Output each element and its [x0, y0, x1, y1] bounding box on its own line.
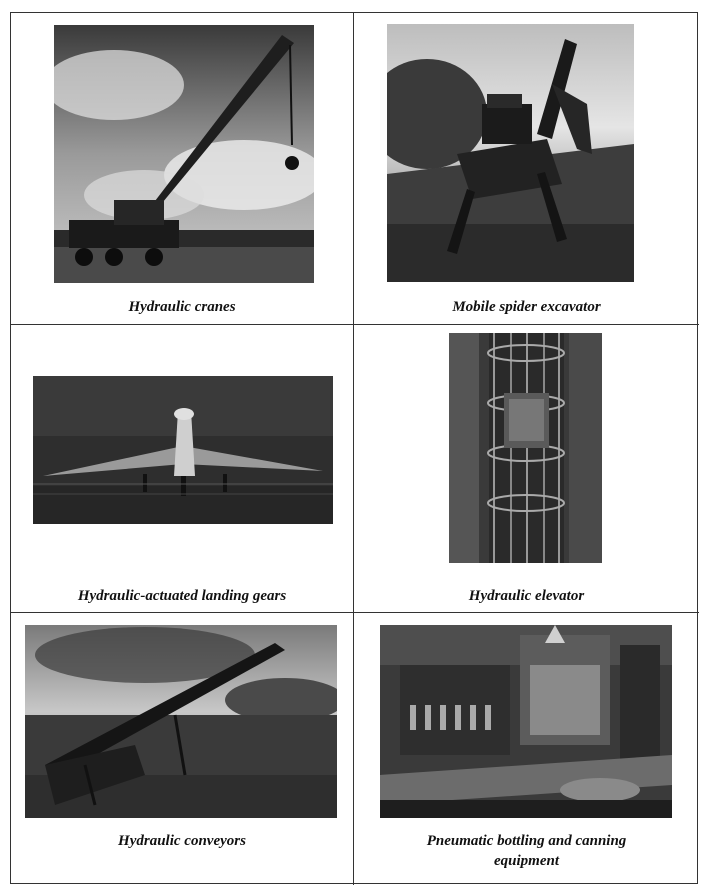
cell-hydraulic-landing-gears	[11, 325, 354, 613]
cell-hydraulic-cranes	[11, 13, 354, 325]
elevator-photo	[449, 333, 602, 563]
conveyor-photo	[25, 625, 337, 818]
cell-hydraulic-elevator	[354, 325, 699, 613]
caption-hydraulic-landing-gears: Hydraulic-actuated landing gears	[77, 588, 287, 604]
bottling-photo	[380, 625, 672, 818]
excavator-photo	[387, 24, 634, 282]
caption-hydraulic-cranes: Hydraulic cranes	[128, 299, 236, 315]
caption-pneumatic-bottling-line1: Pneumatic bottling and canning	[426, 833, 627, 849]
caption-hydraulic-conveyors: Hydraulic conveyors	[118, 833, 246, 849]
crane-photo	[54, 25, 314, 283]
cell-hydraulic-conveyors	[11, 613, 354, 885]
caption-pneumatic-bottling-line2: equipment	[493, 853, 559, 869]
caption-hydraulic-elevator: Hydraulic elevator	[468, 588, 585, 604]
caption-pneumatic-bottling	[354, 831, 699, 871]
cell-mobile-spider-excavator	[354, 13, 699, 325]
application-figure-grid	[10, 12, 698, 884]
caption-mobile-spider-excavator: Mobile spider excavator	[452, 299, 601, 315]
aircraft-photo	[33, 376, 333, 524]
cell-pneumatic-bottling	[354, 613, 699, 885]
